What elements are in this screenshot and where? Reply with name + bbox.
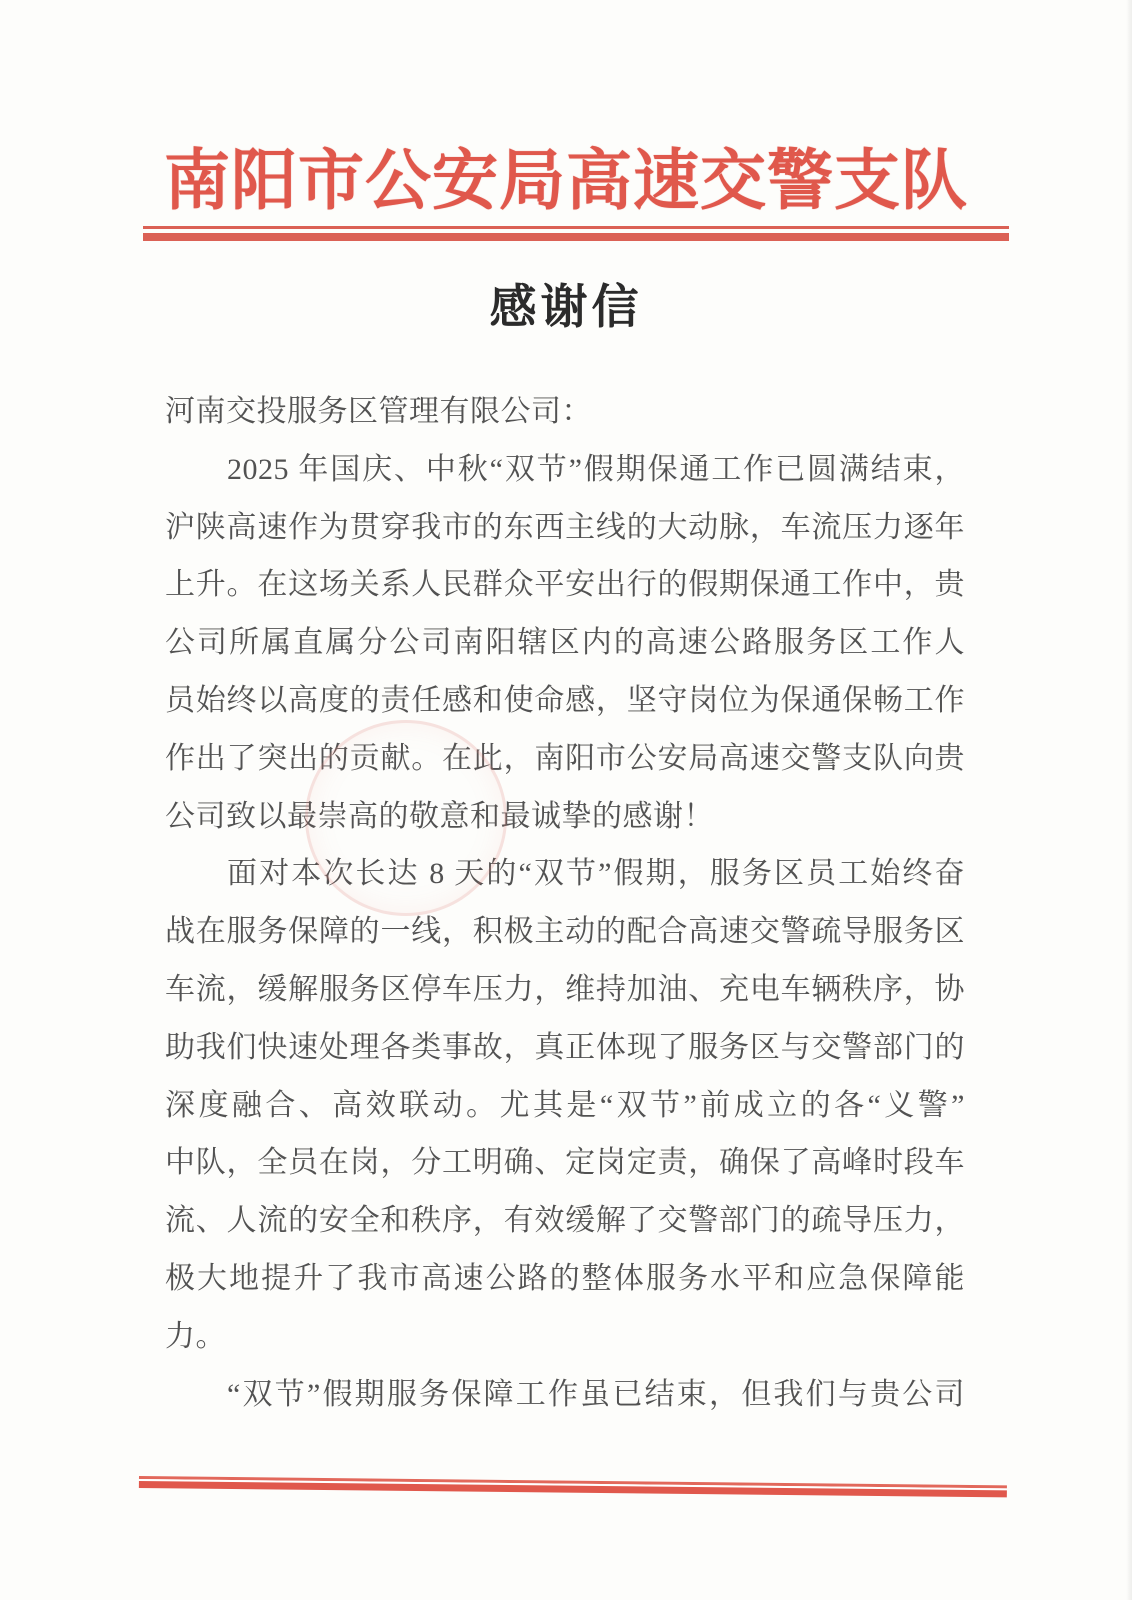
- salutation-line: 河南交投服务区管理有限公司：: [165, 395, 592, 428]
- letter-line: 公司所属直属分公司南阳辖区内的高速公路服务区工作人: [165, 626, 965, 660]
- letter-line: 面对本次长达 8 天的“双节”假期，服务区员工始终奋: [227, 857, 965, 891]
- letter-title: 感谢信: [489, 282, 643, 334]
- letterhead-rule-thin: [143, 226, 1009, 229]
- letter-line: 员始终以高度的责任感和使命感，坚守岗位为保通保畅工作: [165, 683, 965, 717]
- letter-line: 助我们快速处理各类事故，真正体现了服务区与交警部门的: [165, 1030, 965, 1064]
- letter-line: 极大地提升了我市高速公路的整体服务水平和应急保障能: [165, 1261, 965, 1295]
- letter-line: 车流，缓解服务区停车压力，维持加油、充电车辆秩序，协: [165, 972, 965, 1006]
- letter-line: “双节”假期服务保障工作虽已结束，但我们与贵公司: [227, 1377, 965, 1411]
- letter-line: 深度融合、高效联动。尤其是“双节”前成立的各“义警”: [165, 1088, 965, 1122]
- letterhead-title: 南阳市公安局高速交警支队: [164, 145, 968, 218]
- letter-body: [165, 383, 965, 1423]
- letter-line: 沪陕高速作为贯穿我市的东西主线的大动脉，车流压力逐年: [165, 510, 965, 544]
- letter-line: 中队，全员在岗，分工明确、定岗定责，确保了高峰时段车: [165, 1146, 965, 1180]
- stamp-bleedthrough-circle: [305, 720, 507, 916]
- letter-line: 战在服务保障的一线，积极主动的配合高速交警疏导服务区: [165, 915, 965, 949]
- letter-line: 力。: [165, 1319, 226, 1353]
- scan-edge-shadow: [1126, 0, 1132, 1600]
- letter-line: 公司致以最崇高的敬意和最诚挚的感谢！: [165, 799, 714, 833]
- letter-line: 作出了突出的贡献。在此，南阳市公安局高速交警支队向贵: [165, 741, 965, 775]
- footer-rule: [139, 1476, 1007, 1497]
- letterhead-rule-thick: [143, 233, 1009, 241]
- letter-line: 上升。在这场关系人民群众平安出行的假期保通工作中，贵: [165, 568, 965, 602]
- letter-line: 2025 年国庆、中秋“双节”假期保通工作已圆满结束，: [227, 452, 965, 486]
- letter-line: 流、人流的安全和秩序，有效缓解了交警部门的疏导压力，: [165, 1204, 965, 1238]
